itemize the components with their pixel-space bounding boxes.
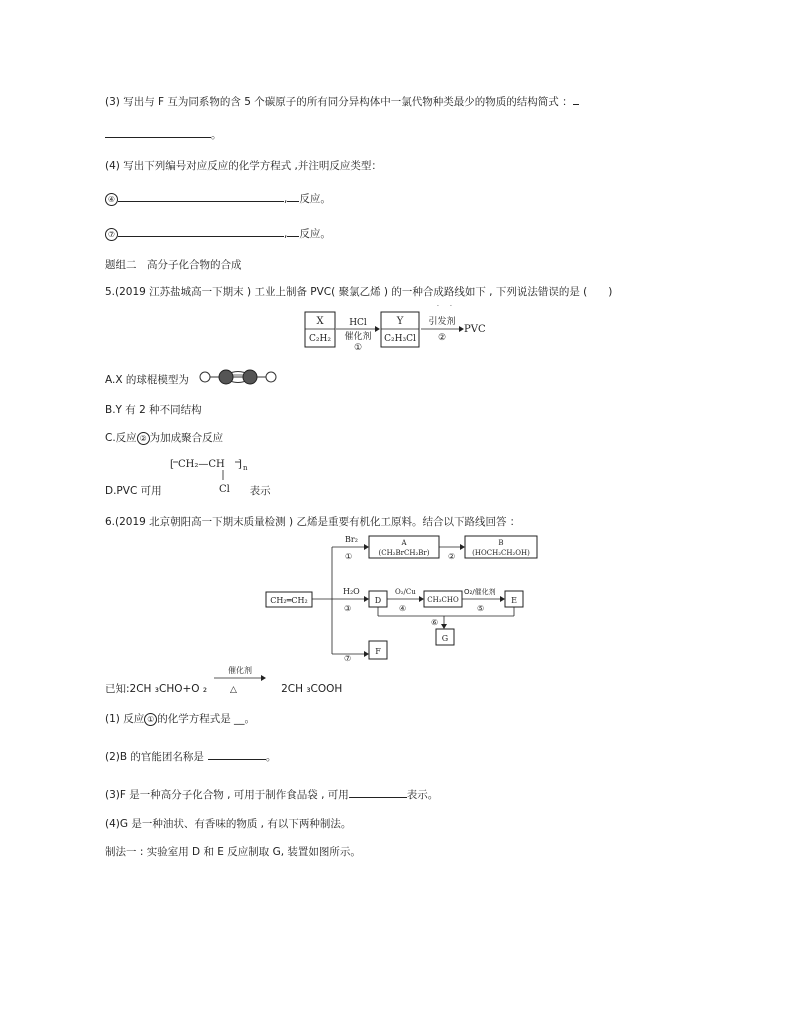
known-pre: 已知:2CH ₃CHO+O ₂ — [105, 683, 208, 695]
option-c-post: 为加成聚合反应 — [149, 432, 224, 444]
q6-part-1 — [105, 712, 255, 726]
option-c-num: ② — [137, 432, 150, 445]
q4-item-4: ④ , 反应。 — [105, 190, 331, 206]
arrow1-catalyst: 催化剂 — [344, 332, 372, 342]
q4-suffix-7: 反应。 — [299, 228, 331, 240]
ethylene: CH₂═CH₂ — [270, 596, 308, 605]
p2-pre: (2)B 的官能团名称是 — [105, 751, 204, 763]
p1-num: ① — [144, 713, 157, 726]
q3-text: (3) 写出与 F 互为同系物的含 5 个碳原子的所有同分异构体中一氯代物种类最少的物质的结构简式 ： — [105, 96, 573, 108]
svg-text:·: · — [437, 304, 439, 310]
q4-eq4-blank[interactable] — [118, 190, 284, 202]
p1-post[interactable]: 的化学方程式是 __。 — [157, 713, 256, 725]
q6-method-1: 制法一 : 实验室用 D 和 E 反应制取 G, 装置如图所示。 — [105, 846, 361, 858]
p3-post: 表示。 — [406, 789, 439, 801]
r2-num: ② — [448, 552, 456, 561]
r6-num: ⑥ — [431, 618, 439, 627]
known-arrow — [210, 664, 270, 696]
a-label: A — [401, 539, 407, 547]
pvc-n: n — [243, 464, 248, 472]
r7-num: ⑦ — [344, 654, 352, 662]
option-c-pre: C.反应 — [105, 432, 137, 444]
q5-option-c[interactable] — [105, 431, 223, 445]
r4-num: ④ — [399, 604, 407, 613]
q4-stem: (4) 写出下列编号对应反应的化学方程式 ,并注明反应类型： — [105, 160, 382, 172]
arrow1-num: ① — [353, 343, 363, 350]
r4-reagent: O₂/Cu — [395, 588, 416, 596]
option-d-pre: D.PVC 可用 — [105, 485, 162, 497]
r1-reagent: Br₂ — [345, 535, 358, 544]
box-y-formula: C₂H₃Cl — [384, 334, 416, 344]
q5-stem: 5.(2019 江苏盐城高一下期末 ) 工业上制备 PVC( 聚氯乙烯 ) 的一种合成路线如下 , 下列说法错误的是 ( ) — [105, 286, 613, 298]
q4-type4-blank[interactable] — [287, 190, 299, 202]
q4-type7-blank[interactable] — [287, 225, 299, 237]
p3-pre: (3)F 是一种高分子化合物 , 可用于制作食品袋 , 可用 — [105, 789, 349, 801]
q6-route-diagram — [265, 532, 565, 662]
q6-part-2 — [105, 748, 276, 764]
q4-item-7: ⑦ , 反应。 — [105, 225, 331, 241]
b-label: B — [498, 539, 504, 547]
ball-and-stick-model-icon — [198, 367, 278, 387]
d-box: D — [374, 596, 382, 605]
option-a-text: A.X 的球棍模型为 — [105, 374, 189, 386]
pvc-chain: CH₂—CH — [178, 459, 225, 470]
option-d-post: 表示 — [249, 485, 271, 497]
num-4: ④ — [105, 193, 118, 206]
q5-option-a[interactable] — [105, 373, 189, 387]
q5-route-diagram — [300, 304, 500, 350]
p3-blank[interactable] — [349, 786, 407, 798]
r5-reagent: O₂/催化剂 — [464, 588, 496, 596]
r3-reagent: H₂O — [343, 587, 360, 596]
known-catalyst: 催化剂 — [228, 666, 252, 675]
r5-num: ⑤ — [477, 604, 485, 613]
box-x-label: X — [316, 316, 324, 327]
q3-answer-line — [105, 126, 222, 142]
p1-pre: (1) 反应 — [105, 713, 145, 725]
q3-end: 。 — [211, 129, 222, 141]
q3-stem — [105, 93, 579, 109]
group2-title: 题组二 高分子化合物的合成 — [105, 259, 242, 271]
q6-part-4: (4)G 是一种油状、有香味的物质 , 有以下两种制法。 — [105, 818, 352, 830]
e-box: E — [511, 596, 517, 605]
g-box: G — [441, 634, 449, 643]
ch3cho-box: CH₃CHO — [427, 596, 459, 604]
num-7: ⑦ — [105, 228, 118, 241]
known-heat: △ — [230, 685, 237, 695]
box-x-formula: C₂H₂ — [309, 334, 331, 344]
q5-option-d[interactable] — [105, 484, 271, 498]
q4-suffix-4: 反应。 — [299, 193, 331, 205]
pvc-cl: Cl — [219, 484, 230, 495]
q3-answer-blank[interactable] — [105, 126, 211, 138]
svg-text:[: [ — [170, 459, 174, 470]
q6-part-3 — [105, 786, 438, 802]
q5-option-b[interactable]: B.Y 有 2 种不同结构 — [105, 404, 202, 416]
box-y-label: Y — [396, 316, 404, 327]
r3-num: ③ — [344, 604, 352, 613]
svg-text:·: · — [450, 304, 452, 310]
svg-text:]: ] — [238, 459, 242, 470]
a-formula: (CH₂BrCH₂Br) — [378, 549, 430, 557]
f-box: F — [375, 647, 381, 656]
pvc-product: PVC — [464, 324, 486, 335]
arrow2-num: ② — [437, 333, 447, 343]
arrow1-reagent: HCl — [349, 318, 367, 328]
q4-eq7-blank[interactable] — [118, 225, 284, 237]
r1-num: ① — [345, 552, 353, 561]
p2-post: 。 — [265, 751, 277, 763]
q3-inline-blank[interactable] — [573, 93, 579, 105]
arrow2-initiator: 引发剂 — [428, 317, 456, 327]
q6-stem: 6.(2019 北京朝阳高一下期末质量检测 ) 乙烯是重要有机化工原料。结合以下路线回答 ： — [105, 516, 521, 528]
b-formula: (HOCH₂CH₂OH) — [472, 549, 530, 557]
p2-blank[interactable] — [208, 748, 266, 760]
known-post: 2CH ₃COOH — [281, 683, 343, 695]
